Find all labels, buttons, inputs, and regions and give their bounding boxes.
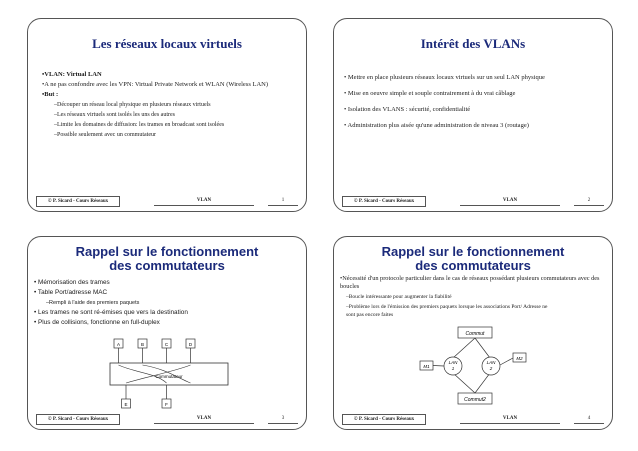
bullet: • Table Port/adresse MAC — [34, 289, 108, 296]
page-number: 2 — [574, 196, 604, 206]
footer-topic: VLAN — [154, 196, 254, 206]
slide-footer — [36, 196, 298, 205]
slide-body — [42, 69, 297, 141]
slide-title — [28, 245, 306, 273]
lan-label: 1 — [451, 366, 455, 371]
sub-bullet: –Les réseaux virtuels sont isolés les uns des autres — [54, 112, 175, 118]
slide-body — [344, 74, 579, 138]
link — [433, 366, 444, 367]
port-label: D — [188, 342, 193, 347]
loop-diagram — [418, 323, 538, 407]
link — [475, 338, 490, 358]
footer-topic: VLAN — [154, 414, 254, 424]
slide-title: Intérêt des VLANs — [420, 36, 526, 51]
bullet: •VLAN: Virtual LAN — [42, 71, 102, 78]
switch-label: Commut2 — [464, 397, 486, 403]
bullet: •Nécessité d'un protocole particulier dans le cas de réseaux possédant plusieurs commutateurs avec des boucles — [340, 275, 600, 290]
switch-label: Commutateur — [155, 374, 183, 379]
slide-2 — [333, 18, 613, 212]
lan-label: LAN — [486, 360, 496, 365]
sub-bullet: –Problème lors de l'émission des premiers paquets lorsque les associations Port/ Adresse ne sont pas encore faites — [346, 304, 548, 318]
slide-footer — [342, 196, 604, 205]
link — [453, 373, 475, 393]
footer-topic: VLAN — [460, 414, 560, 424]
bullet: • Administration plus aisée qu'une administration de niveau 3 (routage) — [344, 122, 529, 129]
switch-diagram — [106, 337, 236, 413]
switch-label: Commut — [465, 331, 485, 337]
lan-label: 2 — [489, 366, 493, 371]
bullet: • Mettre en place plusieurs réseaux locaux virtuels sur un seul LAN physique — [344, 74, 545, 81]
title-line: des commutateurs — [415, 258, 531, 273]
footer-author: © P. Sicard - Cours Réseaux — [36, 414, 120, 425]
bullet: •But : — [42, 91, 59, 98]
bullet: •A ne pas confondre avec les VPN: Virtual Private Network et WLAN (Wireless LAN) — [42, 81, 268, 88]
footer-topic: VLAN — [460, 196, 560, 206]
host-label: M1 — [423, 364, 430, 369]
slide-3 — [27, 236, 307, 430]
link — [453, 338, 475, 358]
slide-footer — [36, 414, 298, 423]
sub-bullet: –Découper un réseau local physique en plusieurs réseaux virtuels — [54, 102, 211, 108]
title-line: Rappel sur le fonctionnement — [75, 244, 259, 259]
port-label: F — [165, 402, 168, 407]
bullet: • Isolation des VLANS : sécurité, confidentialité — [344, 106, 471, 113]
bullet: • Mise en oeuvre simple et souple contrairement à du vrai câblage — [344, 90, 516, 97]
footer-author: © P. Sicard - Cours Réseaux — [342, 196, 426, 207]
page-number: 3 — [268, 414, 298, 424]
title-line: Rappel sur le fonctionnement — [381, 244, 565, 259]
slide-title — [334, 245, 612, 273]
host-label: M2 — [516, 356, 523, 361]
slide-title: Les réseaux locaux virtuels — [92, 36, 242, 51]
port-label: E — [124, 402, 128, 407]
port-label: A — [116, 342, 121, 347]
bullet: • Plus de collisions, fonctionne en full-duplex — [34, 319, 160, 326]
sub-bullet: –Boucle intéressante pour augmenter la fiabilité — [346, 294, 452, 300]
slide-body — [340, 273, 605, 321]
page-number: 4 — [574, 414, 604, 424]
sub-bullet: –Limite les domaines de diffusion: les trames en broadcast sont isolées — [54, 122, 225, 128]
slide-body — [34, 277, 299, 329]
bullet: • Les trames ne sont ré-émises que vers la destination — [34, 309, 188, 316]
port-label: C — [164, 342, 169, 347]
link — [475, 373, 490, 393]
footer-author: © P. Sicard - Cours Réseaux — [342, 414, 426, 425]
lan-label: LAN — [448, 360, 458, 365]
footer-author: © P. Sicard - Cours Réseaux — [36, 196, 120, 207]
bullet: • Mémorisation des trames — [34, 279, 110, 286]
title-line: des commutateurs — [109, 258, 225, 273]
port-label: B — [140, 342, 145, 347]
sub-bullet: –Rempli à l'aide des premiers paquets — [46, 300, 140, 306]
slide-footer — [342, 414, 604, 423]
sub-bullet: –Possible seulement avec un commutateur — [54, 132, 156, 138]
page-number: 1 — [268, 196, 298, 206]
slide-4 — [333, 236, 613, 430]
link — [500, 358, 513, 365]
slide-1 — [27, 18, 307, 212]
